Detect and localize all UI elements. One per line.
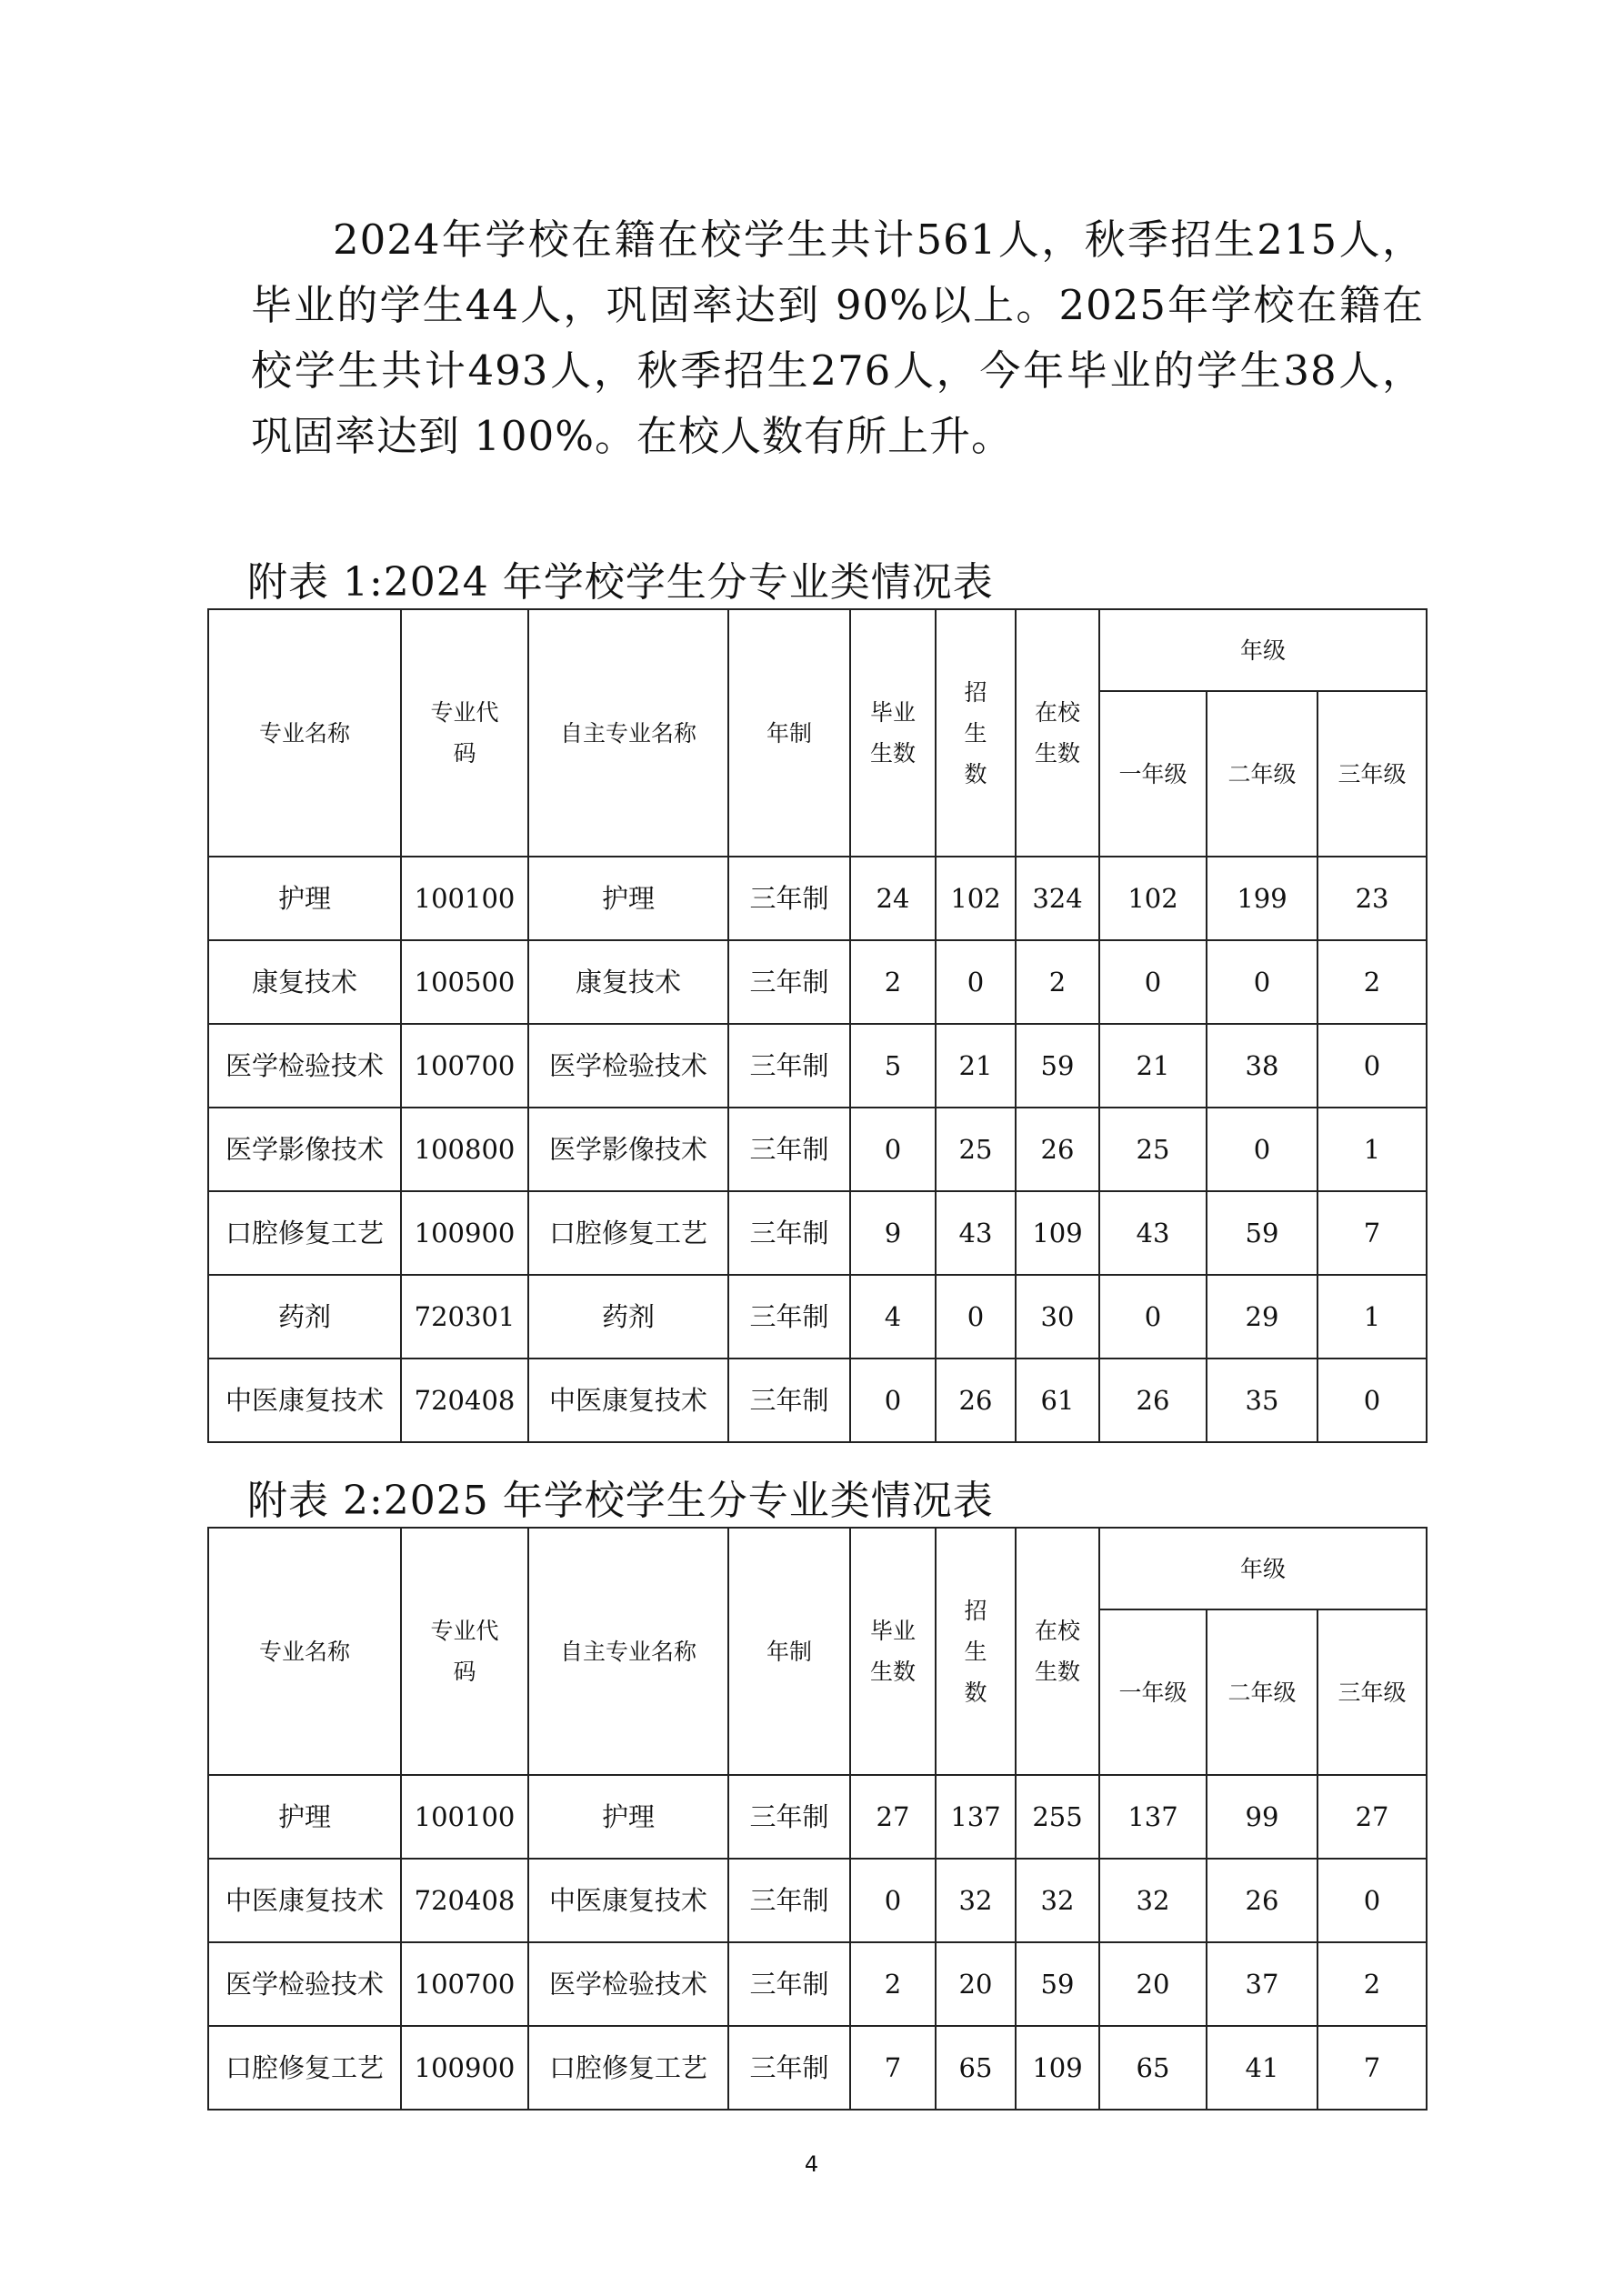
cell-major-code: 100800 xyxy=(401,1108,528,1191)
cell-grade3: 2 xyxy=(1317,940,1427,1024)
cell-grade1: 20 xyxy=(1099,1942,1207,2026)
cell-grade3: 27 xyxy=(1317,1775,1427,1859)
cell-graduates: 2 xyxy=(850,1942,936,2026)
intro-paragraph: 2024年学校在籍在校学生共计561人，秋季招生215人，毕业的学生44人，巩固率达到 90%以上。2025年学校在籍在校学生共计493人，秋季招生276人，今年毕业的学生38人，巩固率达到 100%。在校人数有所上升。 xyxy=(251,216,1424,460)
cell-graduates: 7 xyxy=(850,2026,936,2110)
table-row xyxy=(208,1775,1427,1859)
cell-enrollment: 0 xyxy=(936,940,1016,1024)
cell-grade2: 41 xyxy=(1207,2026,1317,2110)
cell-major-code: 720301 xyxy=(401,1275,528,1359)
cell-enrollment: 26 xyxy=(936,1359,1016,1442)
cell-enrollment: 25 xyxy=(936,1108,1016,1191)
cell-grade1: 32 xyxy=(1099,1859,1207,1942)
header-grade3: 三年级 xyxy=(1317,691,1427,857)
cell-grade3: 7 xyxy=(1317,2026,1427,2110)
cell-major-code: 100900 xyxy=(401,1191,528,1275)
cell-grade2: 0 xyxy=(1207,1108,1317,1191)
cell-self-major-name: 康复技术 xyxy=(528,940,728,1024)
cell-graduates: 5 xyxy=(850,1024,936,1108)
header-grade1: 一年级 xyxy=(1099,1609,1207,1775)
header-major-code: 专业代 码 xyxy=(401,1528,528,1775)
cell-self-major-name: 医学检验技术 xyxy=(528,1024,728,1108)
cell-major-code: 100100 xyxy=(401,1775,528,1859)
cell-grade2: 29 xyxy=(1207,1275,1317,1359)
table2 xyxy=(207,1527,1428,2111)
cell-in-school: 59 xyxy=(1016,1024,1099,1108)
cell-enrollment: 21 xyxy=(936,1024,1016,1108)
cell-in-school: 324 xyxy=(1016,857,1099,940)
table-row xyxy=(208,857,1427,940)
header-in-school: 在校 生数 xyxy=(1016,609,1099,857)
cell-years: 三年制 xyxy=(728,857,850,940)
cell-major-name: 中医康复技术 xyxy=(208,1359,401,1442)
cell-major-code: 100900 xyxy=(401,2026,528,2110)
header-grade2: 二年级 xyxy=(1207,691,1317,857)
cell-major-code: 100700 xyxy=(401,1024,528,1108)
table-row xyxy=(208,1275,1427,1359)
cell-in-school: 26 xyxy=(1016,1108,1099,1191)
table-row xyxy=(208,1024,1427,1108)
cell-grade3: 23 xyxy=(1317,857,1427,940)
cell-self-major-name: 护理 xyxy=(528,857,728,940)
cell-grade1: 21 xyxy=(1099,1024,1207,1108)
page-number: 4 xyxy=(804,2151,819,2177)
cell-major-code: 720408 xyxy=(401,1359,528,1442)
cell-graduates: 9 xyxy=(850,1191,936,1275)
cell-grade1: 102 xyxy=(1099,857,1207,940)
cell-major-name: 中医康复技术 xyxy=(208,1859,401,1942)
cell-self-major-name: 中医康复技术 xyxy=(528,1359,728,1442)
cell-years: 三年制 xyxy=(728,940,850,1024)
cell-in-school: 109 xyxy=(1016,1191,1099,1275)
cell-grade1: 137 xyxy=(1099,1775,1207,1859)
table-row xyxy=(208,1942,1427,2026)
cell-major-name: 医学影像技术 xyxy=(208,1108,401,1191)
table1-caption: 附表 1:2024 年学校学生分专业类情况表 xyxy=(247,559,994,606)
cell-grade1: 25 xyxy=(1099,1108,1207,1191)
header-in-school: 在校 生数 xyxy=(1016,1528,1099,1775)
cell-grade2: 37 xyxy=(1207,1942,1317,2026)
cell-grade2: 99 xyxy=(1207,1775,1317,1859)
cell-enrollment: 137 xyxy=(936,1775,1016,1859)
cell-grade3: 7 xyxy=(1317,1191,1427,1275)
table-row xyxy=(208,940,1427,1024)
cell-years: 三年制 xyxy=(728,2026,850,2110)
cell-in-school: 2 xyxy=(1016,940,1099,1024)
cell-years: 三年制 xyxy=(728,1859,850,1942)
header-self-major-name: 自主专业名称 xyxy=(528,609,728,857)
cell-major-name: 医学检验技术 xyxy=(208,1942,401,2026)
table-row xyxy=(208,1359,1427,1442)
cell-in-school: 30 xyxy=(1016,1275,1099,1359)
cell-grade2: 0 xyxy=(1207,940,1317,1024)
cell-years: 三年制 xyxy=(728,1275,850,1359)
cell-grade2: 59 xyxy=(1207,1191,1317,1275)
cell-major-code: 100500 xyxy=(401,940,528,1024)
cell-major-code: 100100 xyxy=(401,857,528,940)
cell-graduates: 4 xyxy=(850,1275,936,1359)
cell-major-name: 护理 xyxy=(208,857,401,940)
header-enrollment: 招 生 数 xyxy=(936,609,1016,857)
cell-graduates: 2 xyxy=(850,940,936,1024)
header-years: 年制 xyxy=(728,609,850,857)
cell-self-major-name: 口腔修复工艺 xyxy=(528,1191,728,1275)
cell-grade2: 35 xyxy=(1207,1359,1317,1442)
header-enrollment: 招 生 数 xyxy=(936,1528,1016,1775)
cell-grade1: 43 xyxy=(1099,1191,1207,1275)
header-major-name: 专业名称 xyxy=(208,609,401,857)
cell-self-major-name: 中医康复技术 xyxy=(528,1859,728,1942)
cell-graduates: 0 xyxy=(850,1359,936,1442)
cell-major-name: 康复技术 xyxy=(208,940,401,1024)
cell-years: 三年制 xyxy=(728,1191,850,1275)
cell-grade2: 199 xyxy=(1207,857,1317,940)
header-years: 年制 xyxy=(728,1528,850,1775)
cell-years: 三年制 xyxy=(728,1359,850,1442)
cell-major-name: 护理 xyxy=(208,1775,401,1859)
cell-enrollment: 32 xyxy=(936,1859,1016,1942)
cell-in-school: 109 xyxy=(1016,2026,1099,2110)
cell-grade2: 26 xyxy=(1207,1859,1317,1942)
cell-in-school: 59 xyxy=(1016,1942,1099,2026)
cell-enrollment: 43 xyxy=(936,1191,1016,1275)
cell-major-name: 口腔修复工艺 xyxy=(208,1191,401,1275)
cell-graduates: 27 xyxy=(850,1775,936,1859)
header-major-code: 专业代 码 xyxy=(401,609,528,857)
cell-grade3: 1 xyxy=(1317,1275,1427,1359)
cell-years: 三年制 xyxy=(728,1942,850,2026)
cell-grade3: 0 xyxy=(1317,1024,1427,1108)
cell-self-major-name: 口腔修复工艺 xyxy=(528,2026,728,2110)
cell-grade1: 0 xyxy=(1099,940,1207,1024)
cell-grade3: 2 xyxy=(1317,1942,1427,2026)
cell-grade3: 0 xyxy=(1317,1359,1427,1442)
cell-graduates: 0 xyxy=(850,1859,936,1942)
header-grade2: 二年级 xyxy=(1207,1609,1317,1775)
cell-self-major-name: 护理 xyxy=(528,1775,728,1859)
table-row xyxy=(208,1859,1427,1942)
cell-graduates: 24 xyxy=(850,857,936,940)
table-row xyxy=(208,1108,1427,1191)
cell-years: 三年制 xyxy=(728,1024,850,1108)
cell-grade1: 65 xyxy=(1099,2026,1207,2110)
table-row xyxy=(208,2026,1427,2110)
header-grade1: 一年级 xyxy=(1099,691,1207,857)
cell-major-code: 100700 xyxy=(401,1942,528,2026)
header-graduates: 毕业 生数 xyxy=(850,1528,936,1775)
cell-years: 三年制 xyxy=(728,1775,850,1859)
cell-grade1: 0 xyxy=(1099,1275,1207,1359)
cell-major-name: 药剂 xyxy=(208,1275,401,1359)
cell-self-major-name: 药剂 xyxy=(528,1275,728,1359)
header-grade3: 三年级 xyxy=(1317,1609,1427,1775)
table1 xyxy=(207,608,1428,1443)
cell-grade1: 26 xyxy=(1099,1359,1207,1442)
table2-caption: 附表 2:2025 年学校学生分专业类情况表 xyxy=(247,1478,994,1524)
header-major-name: 专业名称 xyxy=(208,1528,401,1775)
cell-grade2: 38 xyxy=(1207,1024,1317,1108)
cell-major-name: 口腔修复工艺 xyxy=(208,2026,401,2110)
cell-enrollment: 0 xyxy=(936,1275,1016,1359)
cell-in-school: 32 xyxy=(1016,1859,1099,1942)
cell-years: 三年制 xyxy=(728,1108,850,1191)
cell-in-school: 61 xyxy=(1016,1359,1099,1442)
header-graduates: 毕业 生数 xyxy=(850,609,936,857)
cell-self-major-name: 医学检验技术 xyxy=(528,1942,728,2026)
cell-grade3: 1 xyxy=(1317,1108,1427,1191)
cell-enrollment: 20 xyxy=(936,1942,1016,2026)
cell-self-major-name: 医学影像技术 xyxy=(528,1108,728,1191)
cell-major-code: 720408 xyxy=(401,1859,528,1942)
cell-major-name: 医学检验技术 xyxy=(208,1024,401,1108)
table-row xyxy=(208,1191,1427,1275)
header-grade: 年级 xyxy=(1099,1528,1427,1609)
cell-grade3: 0 xyxy=(1317,1859,1427,1942)
cell-enrollment: 102 xyxy=(936,857,1016,940)
header-self-major-name: 自主专业名称 xyxy=(528,1528,728,1775)
cell-enrollment: 65 xyxy=(936,2026,1016,2110)
header-grade: 年级 xyxy=(1099,609,1427,691)
cell-in-school: 255 xyxy=(1016,1775,1099,1859)
cell-graduates: 0 xyxy=(850,1108,936,1191)
